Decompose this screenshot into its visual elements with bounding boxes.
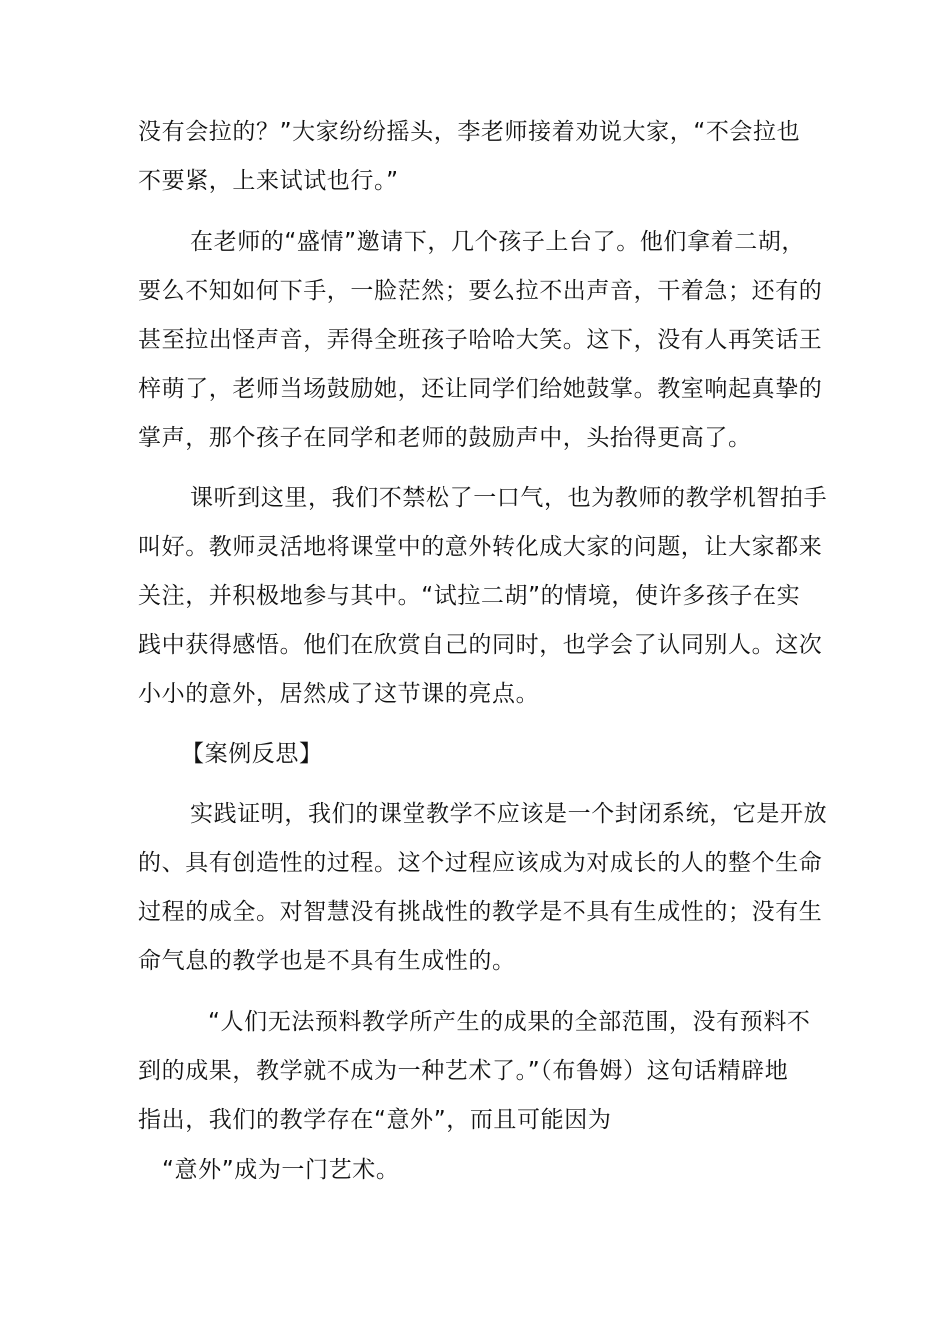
section-heading: 【案例反思】	[181, 741, 323, 767]
text-line: 关注，并积极地参与其中。“试拉二胡”的情境，使许多孩子在实	[138, 583, 801, 609]
text-line: 命气息的教学也是不具有生成性的。	[138, 948, 516, 974]
text-line: 到的成果，教学就不成为一种艺术了。”（布鲁姆）这句话精辟地	[138, 1058, 789, 1084]
text-line: 课听到这里，我们不禁松了一口气，也为教师的教学机智拍手	[190, 485, 828, 511]
text-line: 梓萌了，老师当场鼓励她，还让同学们给她鼓掌。教室响起真挚的	[138, 376, 823, 402]
text-line: 践中获得感悟。他们在欣赏自己的同时，也学会了认同别人。这次	[138, 632, 823, 658]
text-line: 指出，我们的教学存在“意外”，而且可能因为	[138, 1107, 612, 1133]
text-line: 实践证明，我们的课堂教学不应该是一个封闭系统，它是开放	[190, 801, 828, 827]
text-line: 不要紧，上来试试也行。”	[138, 168, 399, 194]
text-line: “意外”成为一门艺术。	[162, 1157, 400, 1183]
text-line: 叫好。教师灵活地将课堂中的意外转化成大家的问题，让大家都来	[138, 534, 823, 560]
text-line: “人们无法预料教学所产生的成果的全部范围，没有预料不	[208, 1009, 811, 1035]
text-line: 的、具有创造性的过程。这个过程应该成为对成长的人的整个生命	[138, 850, 823, 876]
text-line: 过程的成全。对智慧没有挑战性的教学是不具有生成性的；没有生	[138, 899, 823, 925]
text-line: 没有会拉的？”大家纷纷摇头，李老师接着劝说大家，“不会拉也	[138, 119, 801, 145]
text-line: 掌声，那个孩子在同学和老师的鼓励声中，头抬得更高了。	[138, 425, 752, 451]
text-line: 甚至拉出怪声音，弄得全班孩子哈哈大笑。这下，没有人再笑话王	[138, 327, 823, 353]
text-line: 小小的意外，居然成了这节课的亮点。	[138, 681, 540, 707]
text-line: 要么不知如何下手，一脸茫然；要么拉不出声音，干着急；还有的	[138, 278, 823, 304]
text-line: 在老师的“盛情”邀请下，几个孩子上台了。他们拿着二胡，	[190, 229, 806, 255]
